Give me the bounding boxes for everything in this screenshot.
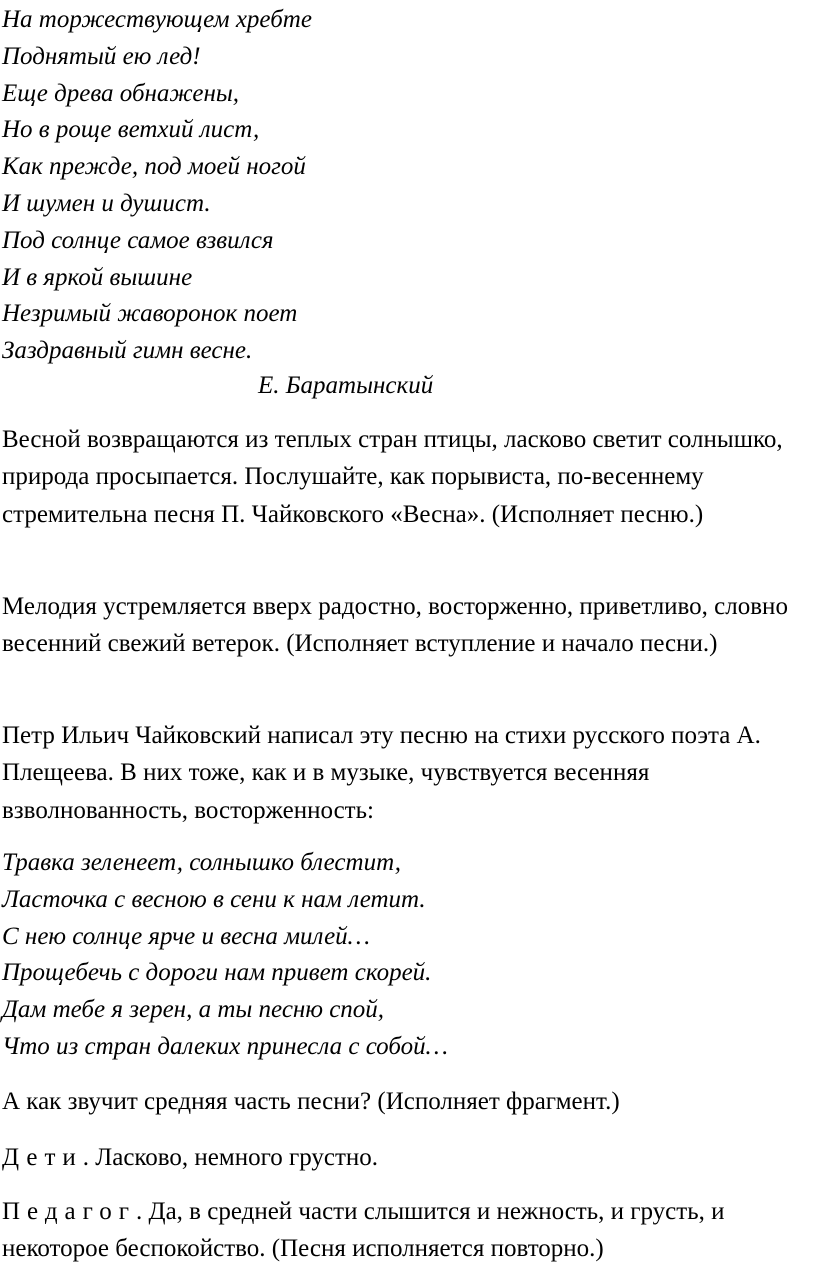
- poem-line: Поднятый ею лед!: [2, 42, 201, 70]
- dialogue-children: [2, 1139, 814, 1176]
- paragraph-middle-part: А как звучит средняя часть песни? (Исполняет фрагмент.): [2, 1088, 620, 1115]
- dialogue-teacher: [2, 1193, 814, 1268]
- paragraph-composer: Петр Ильич Чайковский написал эту песню на стихи русского поэта А. Плещеева. В них тоже, как и в музыке, чувствуется весенняя взволнованность, восторженность:: [2, 722, 761, 824]
- poem-line: Прощебечь с дороги нам привет скорей.: [2, 959, 432, 987]
- song-lyrics-poem: [2, 845, 448, 1066]
- poem-line: Заздравный гимн весне.: [2, 337, 253, 365]
- poem-line: Под солнце самое взвился: [2, 226, 274, 254]
- poem-author: Е. Баратынский: [258, 372, 434, 399]
- teacher-reply: . Да, в средней части слышится и нежность, и грусть, и некоторое беспокойство. (Песня исполняется повторно.): [2, 1198, 725, 1263]
- poem-line: Ласточка с весною в сени к нам летит.: [2, 885, 426, 913]
- poem-line: И в яркой вышине: [2, 263, 193, 291]
- poem-line: С нею солнце ярче и весна милей…: [2, 922, 370, 950]
- paragraph-melody: Мелодия устремляется вверх радостно, восторженно, приветливо, словно весенний свежий ветерок. (Исполняет вступление и начало песни.): [2, 593, 788, 658]
- speaker-children: Дети: [2, 1144, 83, 1171]
- poem-line: На торжествующем хребте: [2, 6, 312, 33]
- poem-line: Травка зеленеет, солнышко блестит,: [2, 849, 402, 876]
- poem-line: И шумен и душист.: [2, 189, 211, 217]
- poem-line: Что из стран далеких принесла с собой…: [2, 1032, 448, 1060]
- speaker-teacher: Педагог: [2, 1198, 137, 1225]
- children-reply: . Ласково, немного грустно.: [82, 1144, 379, 1171]
- poem-line: Но в роще ветхий лист,: [2, 116, 260, 144]
- paragraph-intro: Весной возвращаются из теплых стран птицы, ласково светит солнышко, природа просыпается. Послушайте, как порывиста, по-весеннему стремительна песня П. Чайковского «Весна». (Исполняет песню.): [2, 426, 783, 528]
- poem-line: Незримый жаворонок поет: [2, 300, 298, 328]
- poem-line: Дам тебе я зерен, а ты песню спой,: [2, 996, 385, 1024]
- poem-line: Как прежде, под моей ногой: [2, 153, 306, 181]
- poem-line: Еще древа обнажены,: [2, 79, 240, 107]
- epigraph-poem: [2, 2, 312, 370]
